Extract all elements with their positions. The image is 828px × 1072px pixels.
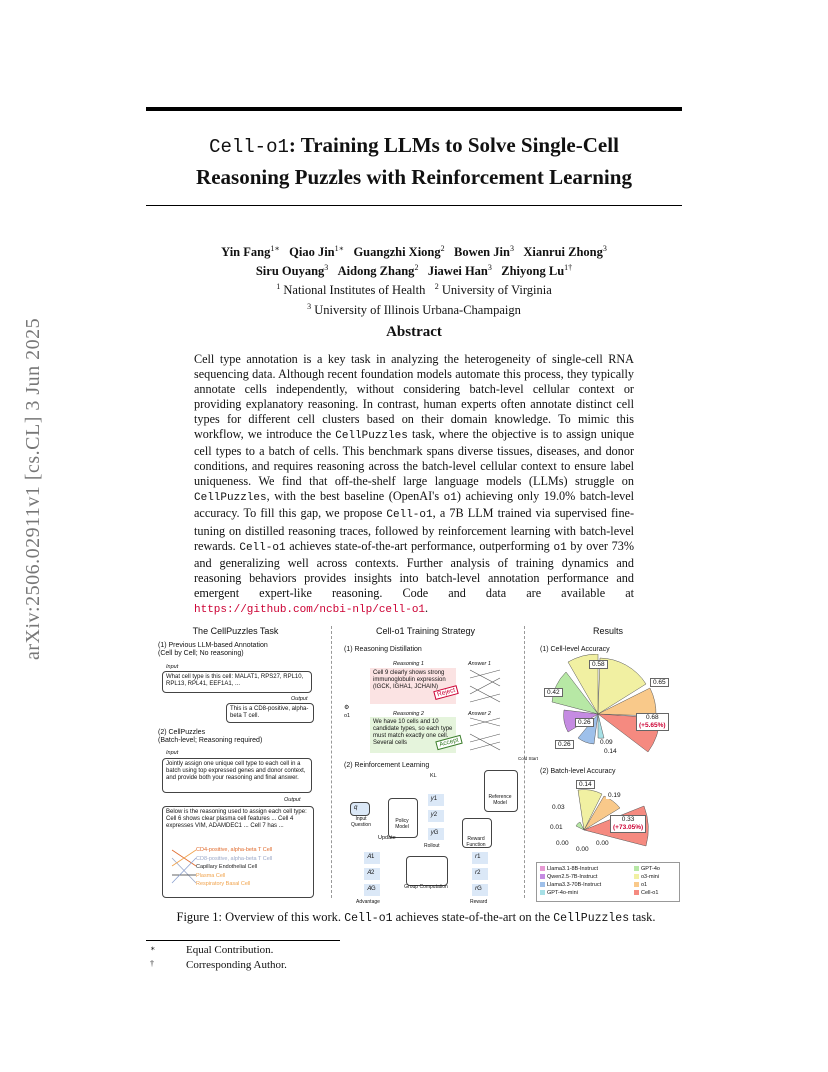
batch-value-label: 0.00 — [596, 840, 609, 847]
reasoning1-box — [370, 668, 456, 704]
y1-symbol: 𝑦1 — [431, 796, 438, 802]
rollout-label: Rollout — [424, 843, 440, 849]
abstract-text: . — [425, 600, 429, 615]
cell-value-label: 0.42 — [544, 688, 563, 697]
output-label: Output — [284, 797, 301, 803]
affil-sup: 2 — [434, 282, 439, 292]
affiliation-1: National Institutes of Health — [283, 283, 426, 298]
author-name: Jiawei Han — [427, 264, 488, 279]
author-sup: 3 — [487, 263, 492, 273]
title-line1: : Training LLMs to Solve Single-Cell — [288, 133, 619, 157]
abstract-heading: Abstract — [386, 324, 442, 340]
update-label: Update — [378, 835, 396, 841]
cell-type-item: CD8-positive, alpha-beta T Cell — [196, 855, 273, 862]
answer1-label: Answer 1 — [468, 661, 491, 667]
o1-icon: ⚙ — [344, 705, 350, 711]
rg-box — [472, 884, 488, 896]
answer2-label: Answer 2 — [468, 711, 491, 717]
prev-heading: (1) Previous LLM-based Annotation — [158, 642, 268, 649]
r1-symbol: 𝑟1 — [475, 854, 481, 860]
legend-entry — [634, 874, 659, 880]
author-sup: 2 — [414, 263, 419, 273]
group-computation-label: Group Computation — [404, 884, 448, 890]
yg-symbol: 𝑦G — [431, 830, 439, 836]
caption-text: Figure 1: Overview of this work. — [176, 910, 345, 924]
author-sup: 3 — [602, 244, 607, 253]
footnote-mark: ∗ — [150, 944, 156, 953]
legend-swatch — [540, 866, 545, 871]
puzzle-output-text: Below is the reasoning used to assign each cell type: Cell 6 shows clear plasma cell features ... Cell 4 expresses VIM, ADAMDEC1 ... Cell 7 has ... — [166, 809, 307, 829]
legend-swatch — [540, 890, 545, 895]
reward-function-label: Reward Function — [466, 836, 486, 848]
author-sup: 1† — [564, 263, 573, 273]
policy-model-label: Policy Model — [395, 818, 409, 830]
r1-box — [472, 852, 488, 864]
abstract-body — [194, 352, 634, 618]
author-name: Siru Ouyang — [255, 264, 325, 279]
column-divider — [524, 626, 525, 898]
cell-type-item: Capillary Endothelial Cell — [196, 864, 258, 870]
legend-swatch — [540, 882, 545, 887]
abstract-code: CellPuzzles — [335, 430, 408, 443]
legend-label: o1 — [641, 882, 648, 888]
batch-value-label: 0.00 — [556, 840, 569, 847]
figure-1 — [148, 622, 684, 904]
footnote-mark: † — [150, 959, 154, 968]
legend-swatch — [634, 874, 639, 879]
title-mono-part: Cell-o1 — [209, 136, 289, 158]
affiliation-2: University of Virginia — [441, 283, 552, 298]
a2-symbol: 𝐴2 — [367, 870, 375, 876]
author-block — [146, 241, 682, 318]
abstract-code: CellPuzzles — [194, 492, 267, 505]
accept-stamp: Accept — [435, 735, 462, 750]
y2-symbol: 𝑦2 — [431, 812, 438, 818]
cell-type-list — [196, 846, 272, 889]
batch-value-label-cell-o1 — [610, 815, 646, 833]
prev-output-text: This is a CD8-positive, alpha-beta T cell. — [230, 706, 309, 719]
distillation-heading: (1) Reasoning Distillation — [344, 646, 422, 653]
puzzle-input-box — [162, 758, 312, 793]
input-question-box — [350, 802, 370, 816]
title-line2: Reasoning Puzzles with Reinforcement Learning — [196, 165, 632, 189]
cell-o1-batch-value: 0.33 — [621, 816, 635, 823]
batch-value-label: 0.03 — [552, 804, 565, 811]
cell-type-item: CD4-positive, alpha-beta T Cell — [196, 847, 273, 853]
answer-match-lines — [466, 666, 506, 756]
kl-label: KL — [430, 773, 437, 779]
a1-symbol: 𝐴1 — [367, 854, 375, 860]
batch-value-label: 0.00 — [576, 846, 589, 853]
paper-title — [146, 130, 682, 192]
batch-value-label: 0.19 — [608, 792, 621, 799]
cell-value-label-cell-o1 — [636, 713, 669, 731]
abstract-text: Cell type annotation is a key task in analyzing the heterogeneity of single-cell RNA sequencing data. Although recent foundation models automate this process, they typically annotate cells independently, without considering batch-level cellular context or providing explanatory reasoning. In contrast, human experts often annotate distinct cell types for different cell clusters based on their domain knowledge. To mimic this workflow, we introduce the — [194, 352, 634, 442]
cold-start-label: Cold Start — [518, 756, 539, 761]
legend-entry — [634, 866, 660, 872]
abstract-code: Cell-o1 — [239, 541, 286, 554]
abstract-text: task, where the objective is to assign unique cell types to a batch of cells. This benchmark spans diverse tissues, diseases, and donor conditions, and requires reasoning across the batch-level cellular context to ensure label uniqueness. We find that off-the-shelf large language models (LLMs) struggle on — [194, 427, 634, 489]
legend-swatch — [540, 874, 545, 879]
legend-swatch — [634, 866, 639, 871]
legend-label: o3-mini — [641, 874, 660, 880]
figure-caption — [146, 910, 686, 925]
author-sup: 1∗ — [270, 244, 280, 253]
column-divider — [331, 626, 332, 898]
abstract-text: ) achieving only 19.0% batch-level accuracy. To fill this gap, we propose — [194, 489, 635, 521]
cell-o1-cell-value: 0.68 — [645, 714, 659, 721]
cell-type-item: Respiratory Basal Cell — [196, 881, 251, 887]
puzzle-input-text: Jointly assign one unique cell type to each cell in a batch using top expressed genes and donor context, and provide both your reasoning and final answer. — [166, 761, 306, 781]
col3-title: Results — [592, 626, 623, 636]
author-sup: 3 — [509, 244, 514, 253]
abstract-text: achieves state-of-the-art performance, outperforming — [285, 538, 554, 553]
reasoning2-text: We have 10 cells and 10 candidate types, so each type must match exactly one cell. Several cells — [373, 719, 453, 746]
cell-value-label: 0.65 — [650, 678, 669, 687]
a1-box — [364, 852, 380, 864]
r2-box — [472, 868, 488, 880]
affiliation-3: University of Illinois Urbana-Champaign — [314, 302, 521, 317]
o1-label: o1 — [344, 713, 351, 719]
output-label: Output — [291, 696, 308, 702]
cell-type-item: Plasma Cell — [196, 872, 226, 879]
reasoning1-label: Reasoning 1 — [393, 661, 424, 667]
reasoning2-label: Reasoning 2 — [393, 711, 424, 717]
cell-value-label: 0.58 — [589, 660, 608, 669]
author-sup: 2 — [440, 244, 445, 253]
caption-text: achieves state-of-the-art on the — [392, 910, 554, 924]
group-computation-box — [406, 856, 448, 886]
author-name: Qiao Jin — [289, 245, 335, 260]
cell-o1-cell-gain: (+5.65%) — [639, 722, 666, 729]
footnote-rule — [146, 940, 340, 941]
batch-level-title: (2) Batch-level Accuracy — [540, 768, 616, 775]
legend-swatch — [634, 890, 639, 895]
yg-box — [428, 828, 444, 840]
matching-lines — [170, 846, 198, 892]
abstract-code: o1 — [553, 541, 567, 554]
author-name: Xianrui Zhong — [523, 245, 603, 260]
batch-value-label: 0.01 — [550, 824, 563, 831]
affil-sup: 3 — [307, 301, 312, 311]
cell-level-title: (1) Cell-level Accuracy — [540, 646, 610, 653]
footnote-corresponding — [146, 959, 287, 971]
ag-box — [364, 884, 380, 896]
prev-input-text: What cell type is this cell: MALAT1, RPS27, RPL10, RPL13, RPL41, EEF1A1, ... — [166, 674, 304, 687]
legend-entry — [540, 890, 578, 896]
legend-label: Qwen2.5-7B-Instruct — [547, 874, 598, 880]
reward-label: Reward — [470, 899, 488, 905]
legend-entry — [540, 866, 598, 872]
legend-entry — [540, 882, 601, 888]
cell-value-label: 0.14 — [604, 748, 617, 755]
puzzle-heading: (2) CellPuzzles — [158, 729, 206, 736]
puzzle-subheading: (Batch-level; Reasoning required) — [158, 737, 263, 744]
author-sup: 1∗ — [334, 244, 345, 253]
legend-entry — [634, 882, 647, 888]
q-symbol: 𝑞 — [354, 805, 358, 811]
legend-label: Llama3.1-8B-Instruct — [547, 866, 599, 872]
input-label: Input — [166, 664, 179, 670]
footnote-text: Corresponding Author. — [186, 959, 287, 971]
legend-label: Llama3.3-70B-Instruct — [547, 882, 602, 888]
author-name: Yin Fang — [221, 245, 271, 260]
prev-subheading: (Cell by Cell; No reasoning) — [158, 650, 244, 657]
arxiv-identifier: arXiv:2506.02911v1 [cs.CL] 3 Jun 2025 — [22, 317, 44, 660]
ag-symbol: 𝐴G — [367, 886, 376, 892]
legend-entry — [634, 890, 658, 896]
author-name: Guangzhi Xiong — [353, 245, 441, 260]
affiliation-line — [276, 283, 552, 297]
prev-input-box — [162, 671, 312, 693]
rl-heading: (2) Reinforcement Learning — [344, 762, 430, 769]
author-name: Bowen Jin — [454, 245, 510, 260]
r2-symbol: 𝑟2 — [475, 870, 481, 876]
legend-label: GPT-4o-mini — [547, 890, 578, 896]
reasoning1-text: Cell 9 clearly shows strong immunoglobulin expression (IGCK, IGHA1, JCHAIN) — [373, 670, 446, 690]
abstract-code: Cell-o1 — [386, 509, 433, 522]
caption-code: CellPuzzles — [553, 912, 630, 925]
col1-title: The CellPuzzles Task — [192, 626, 279, 636]
caption-text: task. — [629, 910, 656, 924]
legend-swatch — [634, 882, 639, 887]
author-sup: 3 — [324, 263, 329, 273]
footnote-equal — [146, 944, 273, 956]
col2-title: Cell-o1 Training Strategy — [375, 626, 476, 636]
legend-entry — [540, 874, 597, 880]
cell-o1-batch-gain: (+73.05%) — [613, 824, 644, 831]
batch-value-label: 0.14 — [576, 780, 595, 789]
y2-box — [428, 810, 444, 822]
cell-value-label: 0.26 — [575, 718, 594, 727]
abstract-code: o1 — [443, 492, 457, 505]
advantage-label: Advantage — [356, 899, 380, 905]
cell-value-label: 0.09 — [600, 739, 613, 746]
cell-value-label: 0.26 — [555, 740, 574, 749]
abstract-text: by over 73% and generalizing well across contexts. Further analysis of training dynamics and reasoning behaviors provides insights into batch-level annotation performance and emergent expert-like reasoning. Code and data are available at — [194, 538, 634, 600]
code-link[interactable]: https://github.com/ncbi-nlp/cell-o1 — [194, 603, 426, 616]
prev-output-box — [226, 703, 314, 723]
reference-model-label: Reference Model — [488, 794, 512, 806]
rg-symbol: 𝑟G — [475, 886, 482, 892]
reject-stamp: Reject — [433, 685, 459, 700]
y1-box — [428, 794, 444, 806]
author-name: Zhiyong Lu — [501, 264, 565, 279]
author-name: Aidong Zhang — [337, 264, 415, 279]
footnote-text: Equal Contribution. — [186, 944, 274, 956]
abstract-text: , with the best baseline (OpenAI's — [266, 489, 444, 504]
affiliation-line — [307, 303, 521, 317]
title-bottom-rule — [146, 205, 682, 206]
legend-label: Cell-o1 — [641, 890, 659, 896]
input-question-label: Input Question — [350, 816, 371, 828]
abstract-text: , a 7B LLM trained via supervised fine-tuning on distilled reasoning traces, followed by reinforcement learning with batch-level rewards. — [194, 506, 635, 553]
caption-code: Cell-o1 — [344, 912, 393, 925]
title-top-rule — [146, 107, 682, 111]
input-label: Input — [166, 750, 179, 756]
a2-box — [364, 868, 380, 880]
legend-label: GPT-4o — [641, 866, 660, 872]
affil-sup: 1 — [276, 282, 281, 292]
